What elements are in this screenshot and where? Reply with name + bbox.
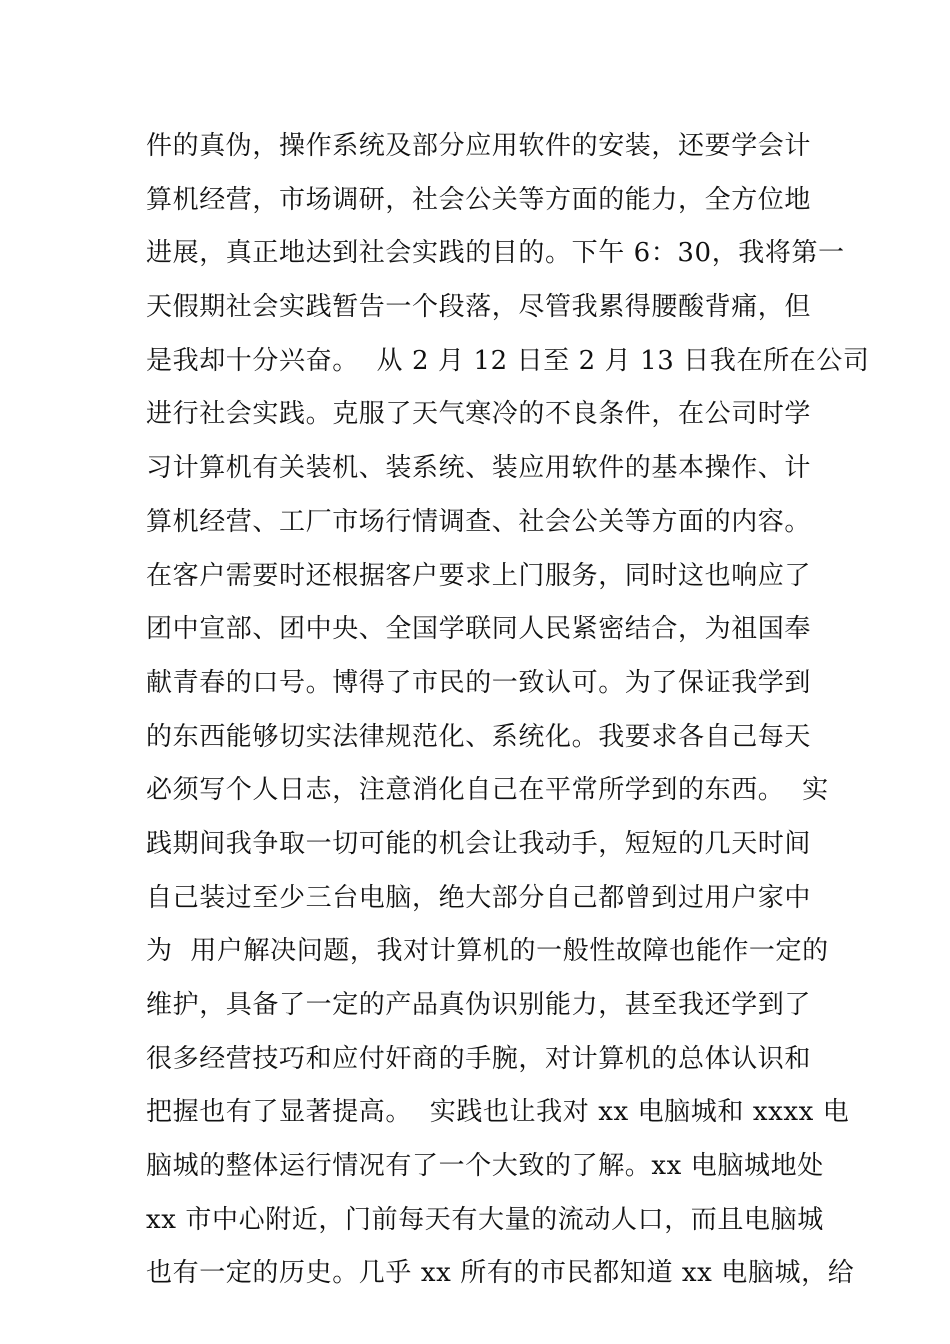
text-line-21: xx 市中心附近，门前每天有大量的流动人口，而且电脑城: [146, 1204, 824, 1235]
text-line-10: 团中宣部、团中央、全国学联同人民紧密结合，为祖国奉: [146, 614, 812, 645]
text-line-4: 天假期社会实践暂告一个段落，尽管我累得腰酸背痛，但: [146, 292, 812, 323]
body-text: [146, 120, 870, 1301]
text-line-20: 脑城的整体运行情况有了一个大致的了解。xx 电脑城地处: [146, 1151, 824, 1182]
text-line-7: 习计算机有关装机、装系统、装应用软件的基本操作、计: [146, 453, 812, 484]
text-line-13: 必须写个人日志，注意消化自己在平常所学到的东西。 实: [146, 775, 829, 806]
text-line-5: 是我却十分兴奋。 从 2 月 12 日至 2 月 13 日我在所在公司: [146, 345, 870, 376]
text-line-1: 件的真伪，操作系统及部分应用软件的安装，还要学会计: [146, 131, 812, 161]
text-line-12: 的东西能够切实法律规范化、系统化。我要求各自己每天: [146, 721, 812, 752]
text-line-9: 在客户需要时还根据客户要求上门服务，同时这也响应了: [146, 560, 812, 591]
text-line-11: 献青春的口号。博得了市民的一致认可。为了保证我学到: [146, 667, 812, 698]
text-line-6: 进行社会实践。克服了天气寒冷的不良条件，在公司时学: [146, 399, 812, 430]
text-line-3: 进展，真正地达到社会实践的目的。下午 6：30，我将第一: [146, 238, 845, 269]
text-line-17: 维护，具备了一定的产品真伪识别能力，甚至我还学到了: [146, 990, 812, 1020]
text-line-2: 算机经营，市场调研，社会公关等方面的能力，全方位地: [146, 184, 812, 215]
text-line-19: 把握也有了显著提高。 实践也让我对 xx 电脑城和 xxxx 电: [146, 1097, 850, 1128]
text-line-22: 也有一定的历史。几乎 xx 所有的市民都知道 xx 电脑城，给: [146, 1258, 855, 1289]
text-line-8: 算机经营、工厂市场行情调查、社会公关等方面的内容。: [146, 506, 812, 537]
text-line-18: 很多经营技巧和应付奸商的手腕，对计算机的总体认识和: [146, 1043, 812, 1074]
text-line-16: 为 用户解决问题，我对计算机的一般性故障也能作一定的: [146, 936, 829, 967]
text-line-14: 践期间我争取一切可能的机会让我动手，短短的几天时间: [146, 828, 812, 859]
text-line-15: 自己装过至少三台电脑，绝大部分自己都曾到过用户家中: [146, 882, 812, 913]
